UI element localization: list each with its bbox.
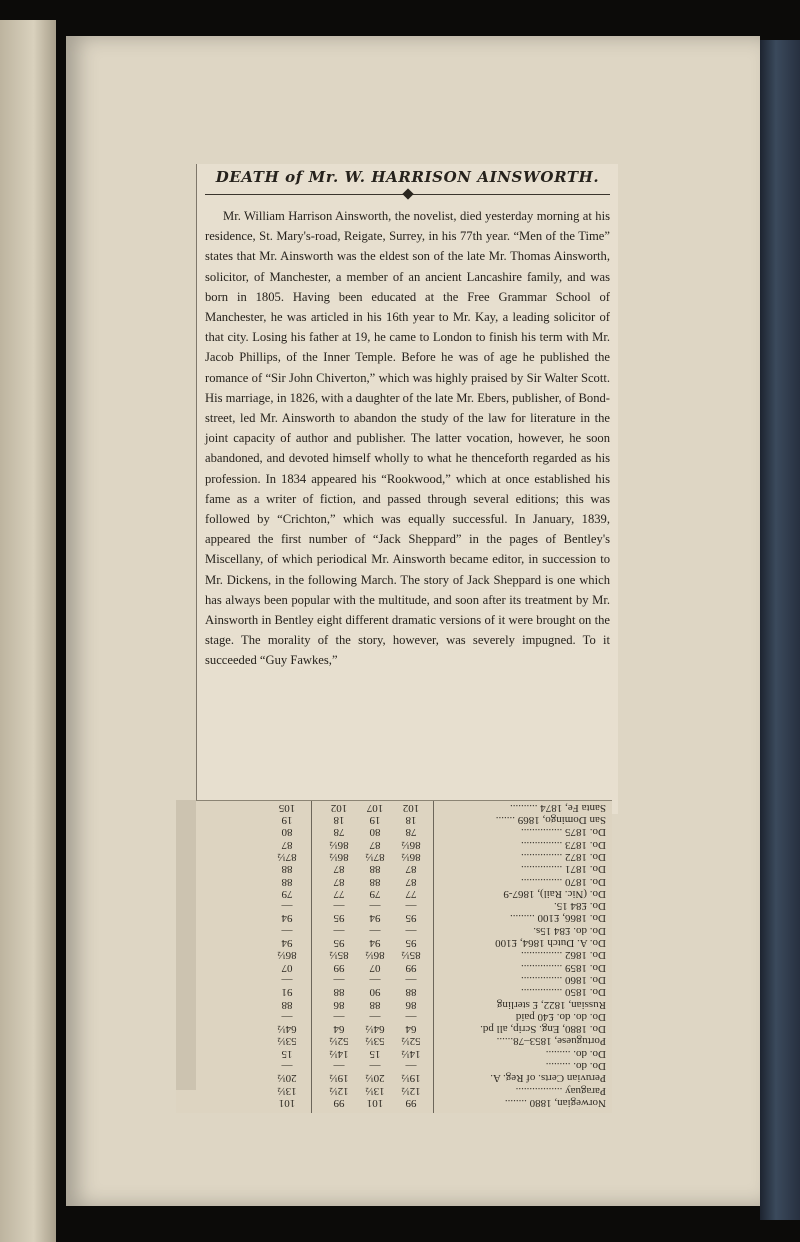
price-cell: 87 [405,863,417,876]
price-cell: 102 [402,801,420,814]
price-cell: — [281,1060,293,1073]
price-cell: 15 [281,1047,293,1060]
price-cell: 94 [281,937,293,950]
price-cell: 91 [281,986,293,999]
price-cell: 88 [281,875,293,888]
price-cell: 99 [405,1097,417,1109]
price-cell: — [281,1010,293,1023]
price-cell: — [405,974,417,986]
price-cell: 20½ [365,1072,385,1085]
price-cell: 94 [281,912,293,925]
security-name: Norwegian, 1880 ........ [504,1097,606,1109]
price-cell: — [333,1060,345,1073]
price-cell: 88 [369,863,381,876]
price-cell: 87½ [365,851,385,863]
price-cell: 77 [405,887,417,900]
upside-down-stock-table [176,801,612,1113]
price-cell: 13½ [277,1084,297,1097]
price-cell: 15 [369,1047,381,1060]
price-cell: 86 [405,998,417,1011]
price-cell: 101 [366,1097,384,1109]
price-cell: — [405,1060,417,1073]
price-cell: 102 [330,801,348,814]
security-name: Do. do. £84 15s. [533,924,606,937]
price-cell: 86½ [401,838,421,851]
security-name: Do. 1862 ............... [521,949,606,962]
price-cell: 79 [369,887,381,900]
book-left-page-edge [0,20,56,1242]
price-cell: 80 [369,826,381,839]
security-name: Peruvian Certs. of Reg. A. [490,1072,606,1085]
security-name: Do. 1870 ............... [521,875,606,888]
price-cell: 78 [405,826,417,839]
headline: DEATH of Mr. W. HARRISON AINSWORTH. [215,168,600,186]
price-cell: 07 [369,961,381,974]
price-cell: — [281,900,293,913]
price-cell: 88 [333,986,345,999]
stock-table-clipping [176,800,612,1113]
security-name: Do. do. ......... [545,1047,606,1060]
book-cover-edge [760,40,800,1220]
price-cell: 86 [333,998,345,1011]
security-name: Do. (Nic. Rail), 1867-9 [503,887,606,900]
price-cell: 14½ [329,1047,349,1060]
price-cell: 13½ [365,1084,385,1097]
security-name: Santa Fe, 1874 .......... [510,801,606,814]
price-cell: 64½ [277,1023,297,1036]
security-name: Russian, 1822, £ sterling [496,998,606,1011]
security-name: Do. 1880, Eng. Scrip, all pd. [480,1023,606,1036]
price-cell: — [405,900,417,913]
price-cell: 19½ [401,1072,421,1085]
security-name: Do. 1873 ............... [521,838,606,851]
price-cell: — [281,924,293,937]
price-cell: 94 [369,937,381,950]
price-cell: — [369,974,381,986]
table-row [176,800,612,814]
price-cell: 86½ [277,949,297,962]
price-cell: 18 [405,814,417,827]
price-cell: 87 [333,875,345,888]
price-cell: 94 [369,912,381,925]
security-name: Do. do. ......... [545,1060,606,1073]
price-cell: 86½ [401,851,421,863]
price-cell: 07 [281,961,293,974]
price-cell: 86½ [329,838,349,851]
price-cell: 95 [333,912,345,925]
price-cell: 99 [333,961,345,974]
price-cell: — [333,924,345,937]
price-cell: 99 [405,961,417,974]
price-cell: 88 [281,863,293,876]
price-cell: 87 [281,838,293,851]
price-cell: 95 [405,912,417,925]
price-cell: 53½ [365,1035,385,1048]
security-name: San Domingo, 1869 ....... [495,814,606,827]
price-cell: 88 [369,875,381,888]
price-cell: 101 [278,1097,296,1109]
price-cell: 77 [333,887,345,900]
security-name: Do. 1875 ............... [521,826,606,839]
security-name: Do. 1860 ............... [521,974,606,986]
price-cell: 85½ [401,949,421,962]
price-cell: 19 [369,814,381,827]
price-cell: 19 [281,814,293,827]
price-cell: 14½ [401,1047,421,1060]
torn-strip [176,800,196,1090]
security-name: Do. do. do. £40 paid [515,1010,606,1023]
price-cell: 87½ [277,851,297,863]
price-cell: 88 [281,998,293,1011]
price-cell: — [333,900,345,913]
price-cell: 52½ [329,1035,349,1048]
price-cell: — [333,974,345,986]
price-cell: — [369,924,381,937]
price-cell: — [405,924,417,937]
security-name: Do. £84 15. [554,900,606,913]
price-cell: 12½ [329,1084,349,1097]
price-cell: 64 [405,1023,417,1036]
price-cell: 64 [333,1023,345,1036]
price-cell: 87 [405,875,417,888]
price-cell: 87 [333,863,345,876]
price-cell: 80 [281,826,293,839]
price-cell: 95 [405,937,417,950]
price-cell: 85½ [329,949,349,962]
security-name: Do. 1872 ............... [521,851,606,863]
price-cell: 19½ [329,1072,349,1085]
price-cell: 90 [369,986,381,999]
price-cell: 20½ [277,1072,297,1085]
price-cell: — [369,1010,381,1023]
price-cell: 105 [278,801,296,814]
price-cell: — [281,974,293,986]
price-cell: — [369,900,381,913]
price-cell: 86½ [329,851,349,863]
price-cell: 88 [405,986,417,999]
price-cell: 99 [333,1097,345,1109]
price-cell: 86½ [365,949,385,962]
price-cell: 53½ [277,1035,297,1048]
security-name: Paraguay ................. [515,1084,606,1097]
security-name: Do. 1866, £100 ......... [510,912,606,925]
price-cell: 107 [366,801,384,814]
price-cell: 12½ [401,1084,421,1097]
obituary-clipping [196,164,618,814]
security-name: Do. 1850 ............... [521,986,606,999]
security-name: Portuguese, 1853–78...... [496,1035,606,1048]
price-cell: 79 [281,887,293,900]
price-cell: 18 [333,814,345,827]
security-name: Do. A. Dutch 1864, £100 [495,937,606,950]
article-paragraph: Mr. William Harrison Ainsworth, the novelist, died yesterday morning at his residence, St. Mary's-road, Reigate, Surrey, in his 77th year. “Men of the Time” states that Mr. Ainsworth was the eldest son of the late Mr. Thomas Ainsworth, solicitor, of Manchester, a member of an ancient Lancashire family, and was born in 1805. Having been educated at the Free Grammar School of Manchester, he was articled in his 16th year to Mr. Kay, a leading solicitor of that city. Losing his father at 19, he came to London to finish his term with Mr. Jacob Phillips, of the Inner Temple. Before he was of age he published the romance of “Sir John Chiverton,” which was highly praised by Sir Walter Scott. His marriage, in 1826, with a daughter of the late Mr. Ebers, publisher, of Bond-street, led Mr. Ainsworth to abandon the study of the law for literature in the joint capacity of author and publisher. The latter vocation, however, he soon abandoned, and devoted himself wholly to what he thenceforth regarded as his profession. In 1834 appeared his “Rookwood,” which at once established his fame as a writer of fiction, and passed through several editions; this was followed by “Crichton,” which was equally successful. In January, 1839, appeared the first number of “Jack Sheppard” in the pages of Bentley's Miscellany, of which periodical Mr. Ainsworth became editor, in succession to Mr. Dickens, in the following March. The story of Jack Sheppard is one which has always been popular with the multitude, and soon after its treatment by Mr. Ainsworth in Bentley eight different dramatic versions of it were brought on the stage. The morality of the story, however, was severely impugned. To it succeeded “Guy Fawkes,” [205,209,610,668]
price-cell: 88 [369,998,381,1011]
diamond-ornament-icon [402,188,413,199]
price-cell: 95 [333,937,345,950]
security-name: Do. 1859 ............... [521,961,606,974]
price-cell: 64½ [365,1023,385,1036]
price-cell: — [405,1010,417,1023]
price-cell: 87 [369,838,381,851]
article-body [205,206,610,671]
price-cell: 78 [333,826,345,839]
price-cell: — [333,1010,345,1023]
security-name: Do. 1871 ............... [521,863,606,876]
ornament-rule [205,186,610,200]
price-cell: 52½ [401,1035,421,1048]
price-cell: — [369,1060,381,1073]
